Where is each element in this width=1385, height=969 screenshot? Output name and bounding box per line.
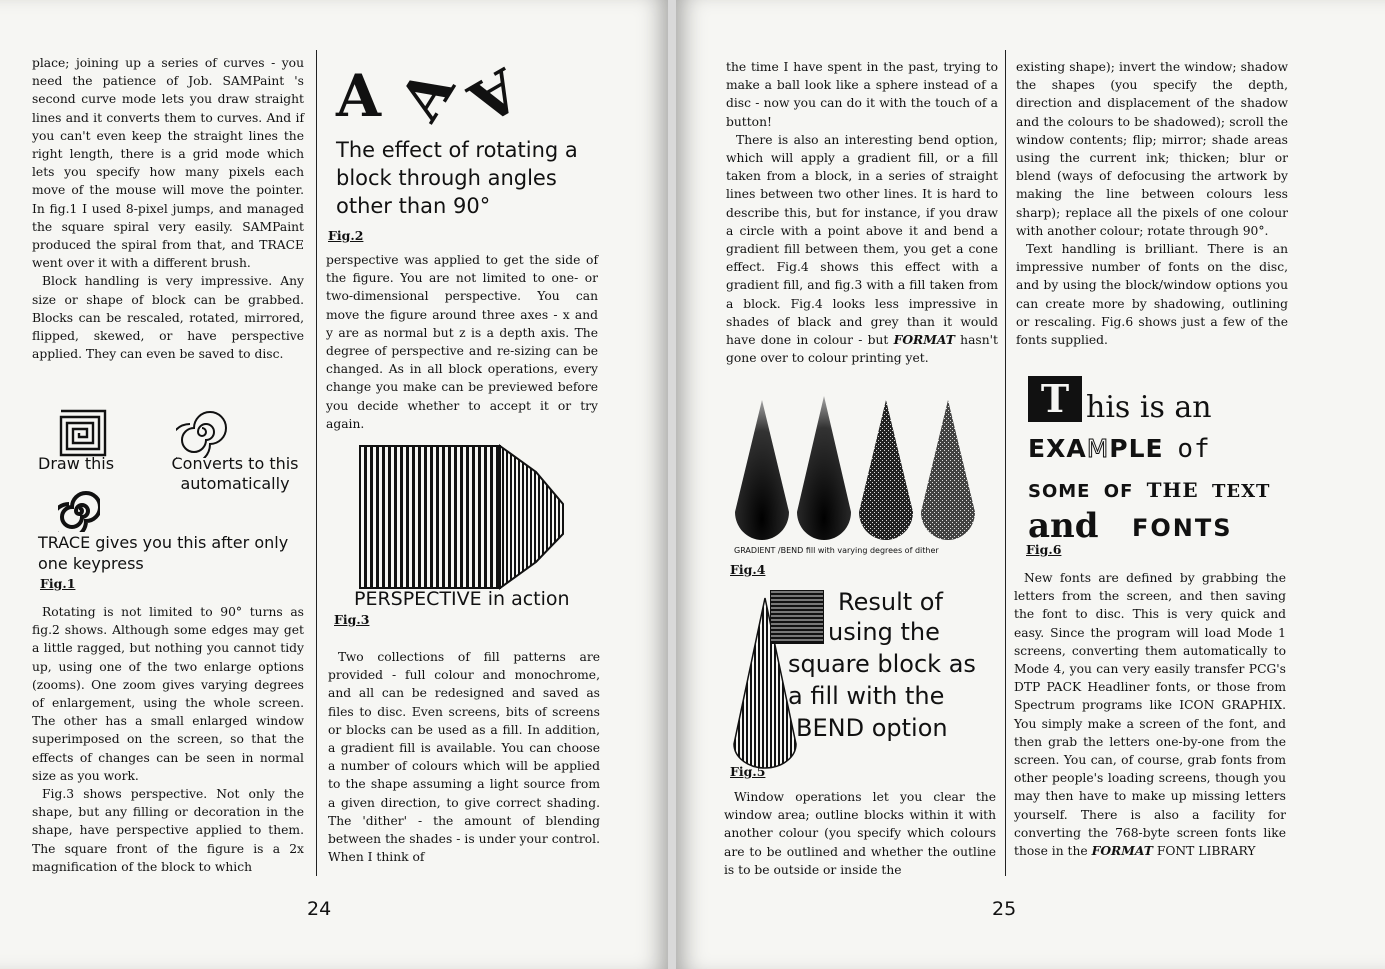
paragraph: Two collections of fill patterns are provided - full colour and monochrome, and all can be redesigned and saved as files to disc. Even screens, bits of screens or blocks can be used as a fill. In addition, a gradient fill is available. You can choose a number of colours which will be applied to the shape assuming a light source from a given direction, to give correct shading. The 'dither' - the amount of blending between the shades - is under your control. When I think of (328, 650, 600, 865)
paragraph: Fig.3 shows perspective. Not only the shape, but any filling or decoration in the shape, have perspective applied to them. The square front of the figure is a 2x magnification of the block to which (32, 787, 304, 874)
paragraph-text: There is also an interesting bend option, which will apply a gradient fill, or a fill taken from a block, in a series of straight lines between two other lines. It is hard to describe this, but for instance, if you draw a circle with a point above it and bend a gradient fill between them, you get a cone effect. Fig.4 shows this effect with a gradient fill, and fig.3 with a fill taken from a block. Fig.4 looks less impressive in shades of black and grey than it would have done in colour - but (726, 132, 998, 348)
left-column-2-bottom (328, 648, 600, 866)
figure-6-label: Fig.6 (1026, 542, 1062, 557)
figure-2 (328, 54, 604, 250)
paragraph-text: New fonts are defined by grabbing the letters from the screen, and then saving the font to disc. This is very quick and easy. Since the program will load Mode 1 screens, converting them automatically to Mode 4, you can very easily transfer PCG's DTP PACK Headliner fonts, or those from Spectrum programs like ICON GRAPHIX. You simply make a screen of the font, and then grab the letters one-by-one from the screen. You can, of course, grab fonts from other people's loading screens, though you may then have to make up missing letters yourself. There is also a facility for converting the 768-byte screen fonts like those in the (1014, 571, 1286, 859)
left-page (0, 0, 668, 969)
figure-3-caption: PERSPECTIVE in action (354, 588, 570, 610)
font-sample-stencil: FONTS (1132, 514, 1233, 542)
figure-5-line: Result of (838, 588, 943, 616)
paragraph (726, 131, 998, 368)
square-spiral-icon (58, 408, 108, 458)
font-sample-part: THE (1146, 478, 1199, 502)
figure-2-label: Fig.2 (328, 228, 364, 243)
figure-3 (334, 440, 600, 630)
traced-spiral-icon (58, 490, 100, 532)
letter-a-rotated: A (456, 54, 531, 138)
paragraph-text: FONT LIBRARY (1156, 844, 1256, 859)
trace-caption: TRACE gives you this after only one keypress (38, 533, 289, 573)
figure-4-caption: GRADIENT /BEND fill with varying degrees of dither (734, 546, 939, 555)
perspective-block-icon (358, 444, 578, 594)
right-column-2-top (1016, 58, 1288, 349)
figure-3-label: Fig.3 (334, 612, 370, 627)
letter-a-rotated: A (386, 56, 469, 132)
ornate-drop-cap: T (1028, 376, 1082, 422)
paragraph: Rotating is not limited to 90° turns as fig.2 shows. Although some edges may get a little ragged, but nothing you cannot tidy up, using one of the two enlarge options (zooms). One zoom gives varying degrees of enlargement, using the whole screen. The other has a small enlarged window superimposed on the screen, so that the effects of changes can be seen in normal size as you work. (32, 605, 304, 783)
draw-this-label: Draw this (38, 454, 115, 473)
figure-4-label: Fig.4 (730, 562, 766, 577)
paragraph: existing shape); invert the window; shadow the shapes (you specify the depth, direction and displacement of the shadow and the colours to be shadowed); scroll the window contents; flip; mirror; shade areas using the current ink; thicken; blur or blend (ways of defocusing the artwork by making the line between colours less sharp); replace all the pixels of one colour with another colour; rotate through 90°. (1016, 60, 1288, 238)
font-sample-block (1028, 478, 1270, 502)
figure-1-label: Fig.1 (40, 576, 76, 591)
font-sample-wide (1028, 434, 1211, 464)
format-magazine-name: FORMAT (893, 332, 955, 348)
figure-5-label: Fig.5 (730, 764, 766, 779)
letter-a-upright: A (336, 62, 384, 130)
font-sample-dotted: and (1028, 506, 1099, 546)
font-sample-serif: his is an (1086, 390, 1212, 425)
font-sample-part: PLE (1109, 434, 1164, 463)
figure-5-line: using the (828, 618, 940, 646)
paragraph: place; joining up a series of curves - you need the patience of Job. SAMPaint 's second curve mode lets you draw straight lines and it converts them to curves. And if you can't even keep the straight lines the right length, there is a grid mode which lets you specify how many pixels each move of the mouse will move the pointer. In fig.1 I used 8-pixel jumps, and managed the square spiral very easily. SAMPaint produced the spiral from that, and TRACE went over it with a different brush. (32, 56, 304, 271)
figure-6 (1026, 374, 1296, 564)
font-sample-part: TEXT (1211, 481, 1271, 502)
font-sample-part: SOME (1028, 481, 1091, 502)
paragraph: perspective was applied to get the side of the figure. You are not limited to one- or two-dimensional perspective. You can move the figure around three axes - x and y are as normal but z is a depth axis. The degree of perspective and re-sizing can be changed. As in all block operations, every change you make can be previewed before you decide whether to accept it or try again. (326, 253, 598, 431)
left-column-1 (32, 54, 304, 363)
left-column-1-bottom (32, 603, 304, 876)
figure-5-line: BEND option (796, 714, 948, 742)
font-sample-part: OF (1103, 481, 1134, 502)
right-column-1-top (726, 58, 998, 367)
paragraph: the time I have spent in the past, trying to make a ball look like a sphere instead of a disc - now you can do it with the touch of a button! (726, 60, 998, 129)
font-sample-part: EXA (1028, 434, 1087, 463)
format-magazine-name: FORMAT (1091, 843, 1153, 859)
right-page (676, 0, 1385, 969)
converts-label: Converts to this automatically (171, 454, 299, 493)
paragraph (1014, 569, 1286, 860)
right-column-1-bottom (724, 788, 996, 879)
page-number-right: 25 (992, 898, 1017, 920)
figure-1 (36, 404, 308, 610)
gradient-cones-icon (730, 392, 986, 544)
page-number-left: 24 (307, 898, 332, 920)
paragraph: Block handling is very impressive. Any size or shape of block can be grabbed. Blocks can be rescaled, rotated, mirrored, flipped, skewed, or have perspective applied. They can even be saved to disc. (32, 274, 304, 362)
figure-4 (730, 392, 990, 578)
paragraph: Window operations let you clear the window area; outline blocks within it with another colour (you specify which colours are to be outlined and whether the outline is to be outside or inside the (724, 790, 996, 877)
column-divider (316, 50, 317, 876)
round-spiral-icon (176, 406, 228, 458)
figure-5 (730, 584, 1000, 780)
right-column-2-bottom (1014, 569, 1286, 860)
figure-5-line: a fill with the (788, 682, 945, 710)
square-block-swatch (770, 590, 824, 644)
font-sample-part: of (1177, 434, 1211, 464)
font-sample-part: M (1086, 434, 1110, 463)
left-column-2-top (326, 251, 598, 433)
paragraph: Text handling is brilliant. There is an impressive number of fonts on the disc, and by using the block/window options you can create more by shadowing, outlining or rescaling. Fig.6 shows just a few of the fonts supplied. (1016, 242, 1288, 348)
figure-5-line: square block as (788, 650, 976, 678)
column-divider (1005, 50, 1006, 876)
paragraph-text: hasn't gone over to colour printing yet. (726, 333, 998, 366)
figure-2-caption: The effect of rotating a block through angles other than 90° (336, 138, 578, 218)
